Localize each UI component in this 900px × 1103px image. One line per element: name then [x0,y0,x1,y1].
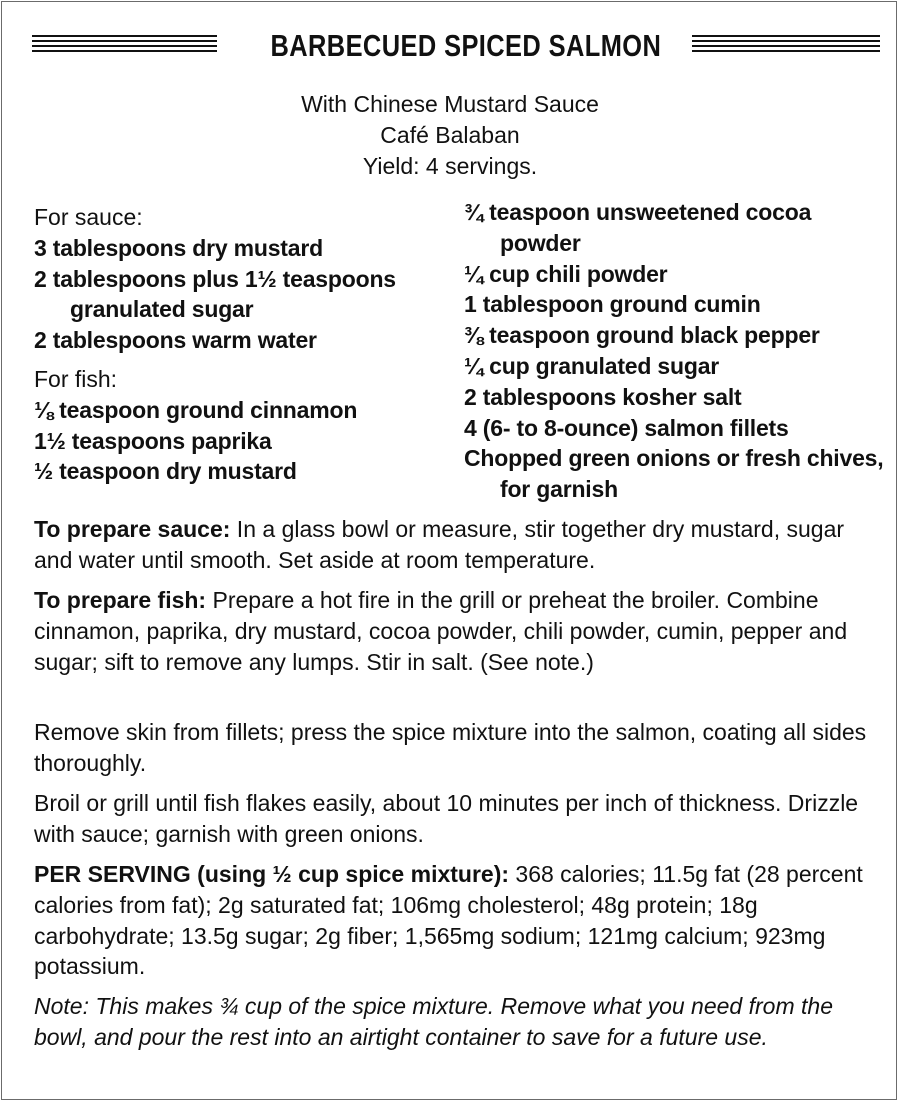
instruction-fish-label: To prepare fish: [34,587,207,613]
recipe-note-text: Note: This makes ¾ cup of the spice mixture. Remove what you need from the bowl, and pour the rest into an airtight container to save for a future use. [34,993,833,1050]
recipe-title: BARBECUED SPICED SALMON [270,28,662,63]
recipe-note [34,991,874,1053]
ingredients-left-column [34,202,454,487]
subtitle-sauce: With Chinese Mustard Sauce [301,91,599,117]
title-row [2,28,898,74]
ingredient-item: 2 tablespoons kosher salt [464,383,742,410]
ingredient-item: Chopped green onions or fresh chives, for garnish [464,445,884,503]
instruction-sauce-text: In a glass bowl or measure, stir together dry mustard, sugar and water until smooth. Set aside at room temperature. [34,516,845,573]
instruction-sauce-label: To prepare sauce: [34,516,231,542]
instruction-sauce [34,514,874,576]
ingredients-right-column [464,197,884,505]
instruction-fish [34,585,874,677]
ingredient-item: 1½ teaspoons paprika [34,427,272,454]
ingredient-item: ½ teaspoon dry mustard [34,458,297,485]
ingredient-item: 3 tablespoons dry mustard [34,234,323,261]
ingredient-item: ⅛ teaspoon ground cinnamon [34,396,358,423]
nutrition-info [34,859,874,982]
nutrition-label: PER SERVING (using ½ cup spice mixture): [34,861,510,887]
ingredient-item: 1 tablespoon ground cumin [464,291,761,318]
ingredient-item: 2 tablespoons plus 1½ teaspoons granulated sugar [34,265,396,323]
title-rule-left [32,35,217,55]
ingredient-item: 2 tablespoons warm water [34,327,317,354]
fish-heading: For fish: [34,365,118,392]
recipe-card [1,1,897,1100]
ingredient-item: 4 (6- to 8-ounce) salmon fillets [464,414,789,441]
ingredient-item: ¾ teaspoon unsweetened cocoa powder [464,199,812,256]
subtitle-restaurant: Café Balaban [380,122,520,148]
instruction-step-4 [34,788,874,850]
subtitle-yield: Yield: 4 servings. [362,153,538,179]
instruction-step-3 [34,717,874,779]
sauce-heading: For sauce: [34,204,143,230]
nutrition-text: 368 calories; 11.5g fat (28 percent calories from fat); 2g saturated fat; 106mg cholesterol; 48g protein; 18g carbohydrate; 13.5g sugar; 2g fiber; 1,565mg sodium; 121mg calcium; 923mg potassium. [34,861,863,980]
title-rule-right [692,35,880,55]
ingredient-item: ⅜ teaspoon ground black pepper [464,322,820,349]
instruction-fish-text: Prepare a hot fire in the grill or preheat the broiler. Combine cinnamon, paprika, dry mustard, cocoa powder, chili powder, cumin, pepper and sugar; sift to remove any lumps. Stir in salt. (See note.) [34,587,848,675]
instruction-step-4-text: Broil or grill until fish flakes easily, about 10 minutes per inch of thickness. Drizzle with sauce; garnish with green onions. [34,790,859,847]
instruction-step-3-text: Remove skin from fillets; press the spice mixture into the salmon, coating all sides thoroughly. [34,719,867,776]
ingredient-item: ¼ cup granulated sugar [464,352,720,379]
ingredient-item: ¼ cup chili powder [464,260,668,287]
